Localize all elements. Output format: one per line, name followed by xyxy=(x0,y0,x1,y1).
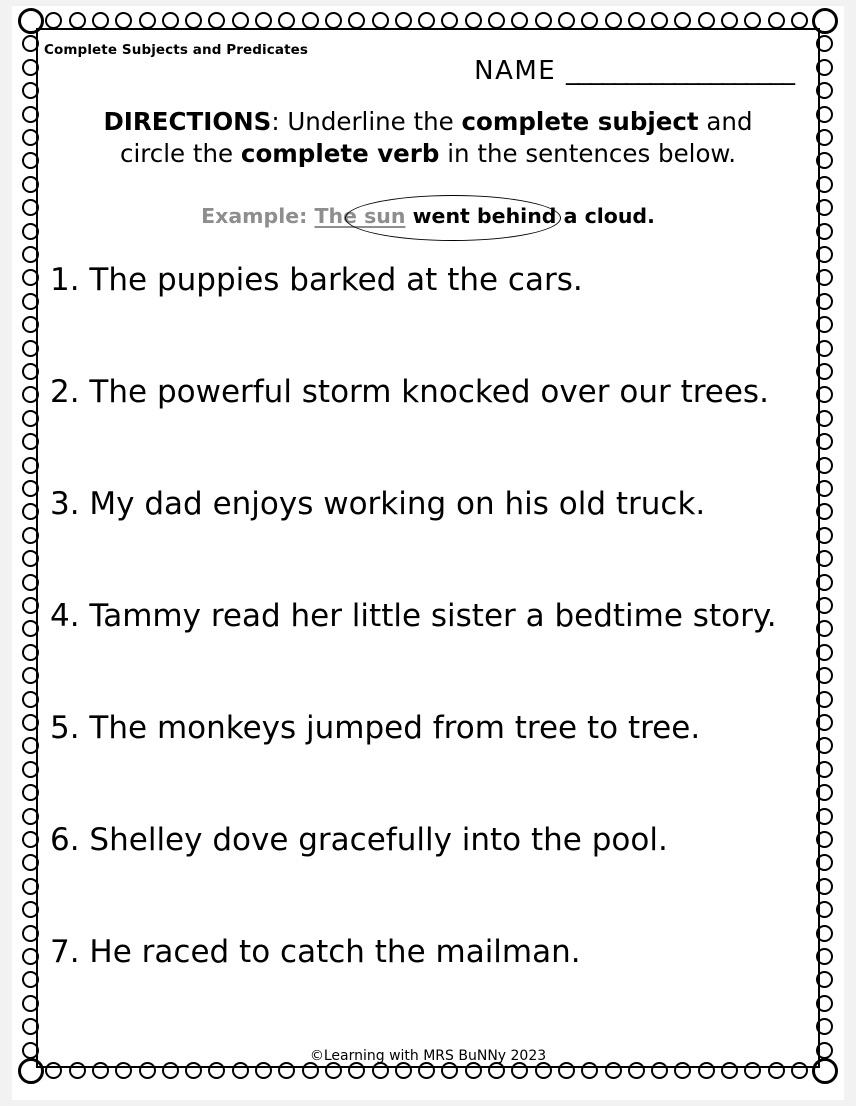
border-dot xyxy=(348,12,365,29)
border-dot xyxy=(581,12,598,29)
example-complete-subject: The sun xyxy=(314,204,406,228)
border-dot xyxy=(605,12,622,29)
directions-line2-bold: complete verb xyxy=(240,139,440,169)
directions-text xyxy=(76,106,780,171)
border-dot xyxy=(511,12,528,29)
directions-line2-b: in the sentences below. xyxy=(439,139,737,169)
sentence-item[interactable]: 4. Tammy read her little sister a bedtime story. xyxy=(50,598,777,634)
border-dot xyxy=(232,12,249,29)
border-dot xyxy=(162,12,179,29)
directions-line1-b: and xyxy=(698,107,753,136)
sentence-item[interactable]: 5. The monkeys jumped from tree to tree. xyxy=(50,710,701,746)
border-dot xyxy=(395,12,412,29)
border-dot xyxy=(208,12,225,29)
border-dot xyxy=(441,12,458,29)
worksheet-content xyxy=(36,28,820,1068)
example-row xyxy=(36,204,820,228)
border-dot xyxy=(418,12,435,29)
border-dot xyxy=(255,12,272,29)
border-dot xyxy=(721,12,738,29)
worksheet-title: Complete Subjects and Predicates xyxy=(44,42,309,58)
border-dot xyxy=(139,12,156,29)
border-dot xyxy=(185,12,202,29)
border-dot xyxy=(115,12,132,29)
sentence-item[interactable]: 3. My dad enjoys working on his old truck. xyxy=(50,486,706,522)
border-dot xyxy=(628,12,645,29)
directions-keyword: DIRECTIONS xyxy=(103,107,272,136)
border-dot xyxy=(302,12,319,29)
example-complete-verb: went behind a cloud. xyxy=(405,204,655,228)
border-dot xyxy=(69,12,86,29)
border-dot xyxy=(744,12,761,29)
directions-line-1 xyxy=(76,106,780,138)
sentence-item[interactable]: 6. Shelley dove gracefully into the pool. xyxy=(50,822,668,858)
sentence-item[interactable]: 1. The puppies barked at the cars. xyxy=(50,262,583,298)
border-dot xyxy=(535,12,552,29)
sentence-item[interactable]: 7. He raced to catch the mailman. xyxy=(50,934,581,970)
example-sentence xyxy=(201,204,655,228)
border-dot xyxy=(674,12,691,29)
copyright-footer: ©Learning with MRS BuNNy 2023 xyxy=(309,1048,547,1064)
directions-line2-a: circle the xyxy=(119,139,241,169)
border-dot xyxy=(45,12,62,29)
border-dot xyxy=(768,12,785,29)
border-dot xyxy=(325,12,342,29)
border-dot xyxy=(651,12,668,29)
name-blank-line: ___________________ xyxy=(566,56,794,86)
border-dot xyxy=(791,12,808,29)
directions-line1-a: : Underline the xyxy=(271,107,462,136)
border-dot xyxy=(278,12,295,29)
border-dot xyxy=(698,12,715,29)
directions-line-2 xyxy=(76,138,780,170)
border-dot xyxy=(92,12,109,29)
border-dot xyxy=(372,12,389,29)
example-label: Example: xyxy=(201,204,315,228)
name-label: NAME xyxy=(474,56,557,86)
sentence-item[interactable]: 2. The powerful storm knocked over our trees. xyxy=(50,374,769,410)
border-dot xyxy=(488,12,505,29)
directions-line1-bold: complete subject xyxy=(461,107,699,136)
sentence-list xyxy=(50,260,806,1044)
border-dot xyxy=(558,12,575,29)
name-field[interactable] xyxy=(474,56,794,86)
border-dot xyxy=(465,12,482,29)
